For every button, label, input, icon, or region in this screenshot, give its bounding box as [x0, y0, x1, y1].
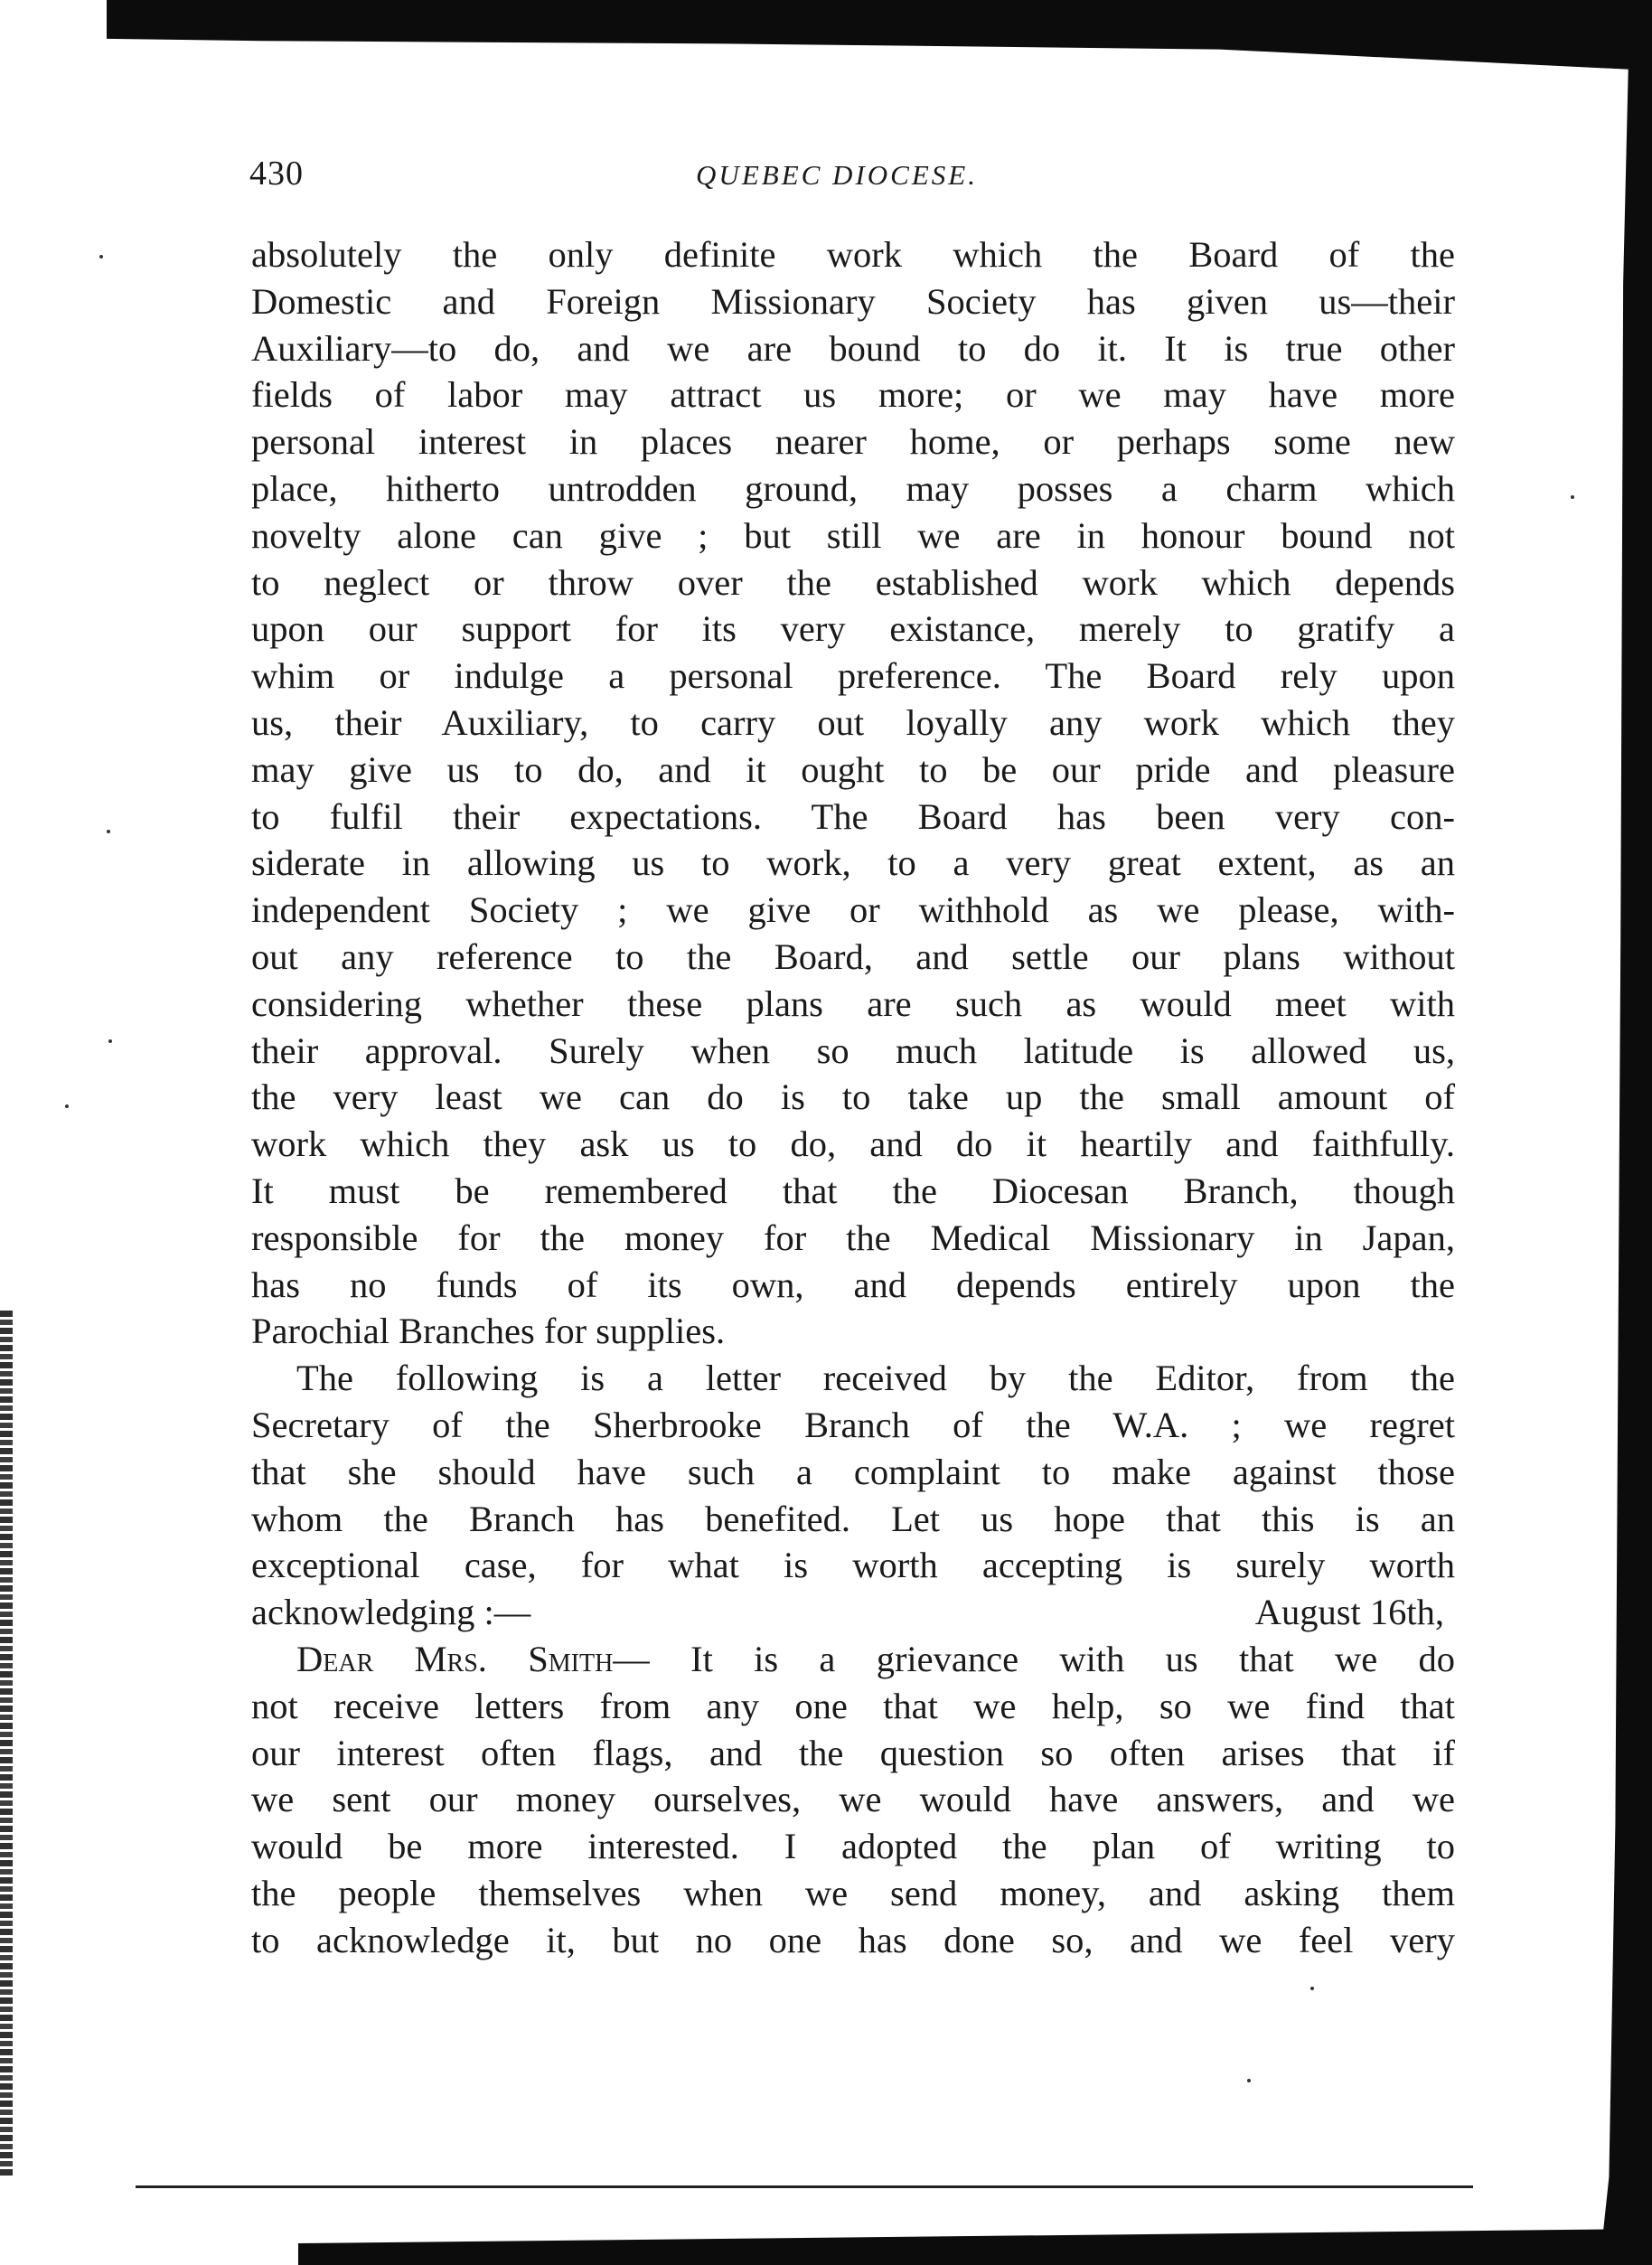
text-line: fields of labor may attract us more; or we may have more: [251, 374, 1455, 416]
scan-speck: [65, 1104, 69, 1108]
text-line: the very least we can do is to take up the small amount of: [251, 1076, 1455, 1118]
scan-speck: [1247, 2079, 1251, 2082]
letter-body: [251, 1636, 1455, 1964]
text-line: exceptional case, for what is worth accepting is surely worth: [251, 1545, 1455, 1586]
scan-speck: [1310, 1987, 1314, 1990]
scan-speck: [107, 830, 110, 833]
acknowledging-text: acknowledging :—: [251, 1592, 531, 1633]
text-line: to fulfil their expectations. The Board has been very con-: [251, 795, 1455, 837]
page-text: [251, 231, 1455, 1963]
text-line: independent Society ; we give or withhold as we please, with-: [251, 889, 1455, 931]
scan-border-left: [0, 1311, 13, 2178]
paragraph-1: [251, 231, 1455, 1355]
text-line: Parochial Branches for supplies.: [251, 1311, 726, 1352]
scan-border-top: [107, 0, 1652, 70]
text-line: Auxiliary—to do, and we are bound to do it. It is true other: [251, 327, 1455, 369]
text-line: The following is a letter received by the Editor, from the: [296, 1358, 1455, 1399]
text-line: their approval. Surely when so much latitude is allowed us,: [251, 1029, 1455, 1071]
text-line: considering whether these plans are such as would meet with: [251, 982, 1455, 1024]
text-line: to acknowledge it, but no one has done so, and we feel very: [251, 1919, 1455, 1960]
text-line: responsible for the money for the Medical Missionary in Japan,: [251, 1217, 1455, 1258]
text-line: work which they ask us to do, and do it heartily and faithfully.: [251, 1123, 1455, 1165]
text-line: absolutely the only definite work which the Board of the: [251, 234, 1455, 275]
scan-speck: [1571, 495, 1574, 499]
scan-bottom-rule: [136, 2185, 1473, 2188]
letter-first-line: It is a grievance with us that we do: [690, 1638, 1456, 1679]
text-line: that she should have such a complaint to make against those: [251, 1451, 1455, 1492]
text-line: Secretary of the Sherbrooke Branch of the W.A. ; we regret: [251, 1404, 1455, 1445]
text-line: whom the Branch has benefited. Let us hope that this is an: [251, 1498, 1455, 1539]
scan-border-bottom: [298, 2229, 1652, 2265]
text-line: our interest often flags, and the question so often arises that if: [251, 1732, 1455, 1773]
text-line: upon our support for its very existance, merely to gratify a: [251, 608, 1455, 650]
text-line: [251, 1589, 1455, 1636]
letter-date: August 16th,: [1254, 1592, 1444, 1633]
text-line: novelty alone can give ; but still we are in honour bound not: [251, 514, 1455, 556]
text-line: [251, 1636, 1455, 1683]
text-line: the people themselves when we send money, and asking them: [251, 1872, 1455, 1913]
text-line: has no funds of its own, and depends entirely upon the: [251, 1264, 1455, 1305]
running-title: QUEBEC DIOCESE.: [696, 159, 978, 191]
text-line: to neglect or throw over the established work which depends: [251, 561, 1455, 603]
text-line: would be more interested. I adopted the plan of writing to: [251, 1826, 1455, 1867]
text-line: personal interest in places nearer home, or perhaps some new: [251, 421, 1455, 463]
paragraph-2: [251, 1355, 1455, 1636]
text-line: us, their Auxiliary, to carry out loyally any work which they: [251, 701, 1455, 743]
scan-speck: [99, 255, 103, 258]
running-head: [249, 154, 1488, 208]
text-line: not receive letters from any one that we help, so we find that: [251, 1685, 1455, 1726]
text-line: siderate in allowing us to work, to a very great extent, as an: [251, 842, 1455, 884]
text-line: we sent our money ourselves, we would have answers, and we: [251, 1779, 1455, 1820]
page-number: 430: [249, 155, 304, 193]
text-line: place, hitherto untrodden ground, may posses a charm which: [251, 467, 1455, 509]
scan-speck: [108, 1039, 112, 1043]
text-line: whim or indulge a personal preference. The Board rely upon: [251, 655, 1455, 697]
letter-salutation: Dear Mrs. Smith—: [296, 1638, 650, 1679]
text-line: may give us to do, and it ought to be our pride and pleasure: [251, 748, 1455, 790]
scan-border-right: [1600, 63, 1652, 2265]
text-line: Domestic and Foreign Missionary Society has given us—their: [251, 280, 1455, 322]
text-line: out any reference to the Board, and settle our plans without: [251, 935, 1455, 977]
text-line: It must be remembered that the Diocesan Branch, though: [251, 1170, 1455, 1211]
